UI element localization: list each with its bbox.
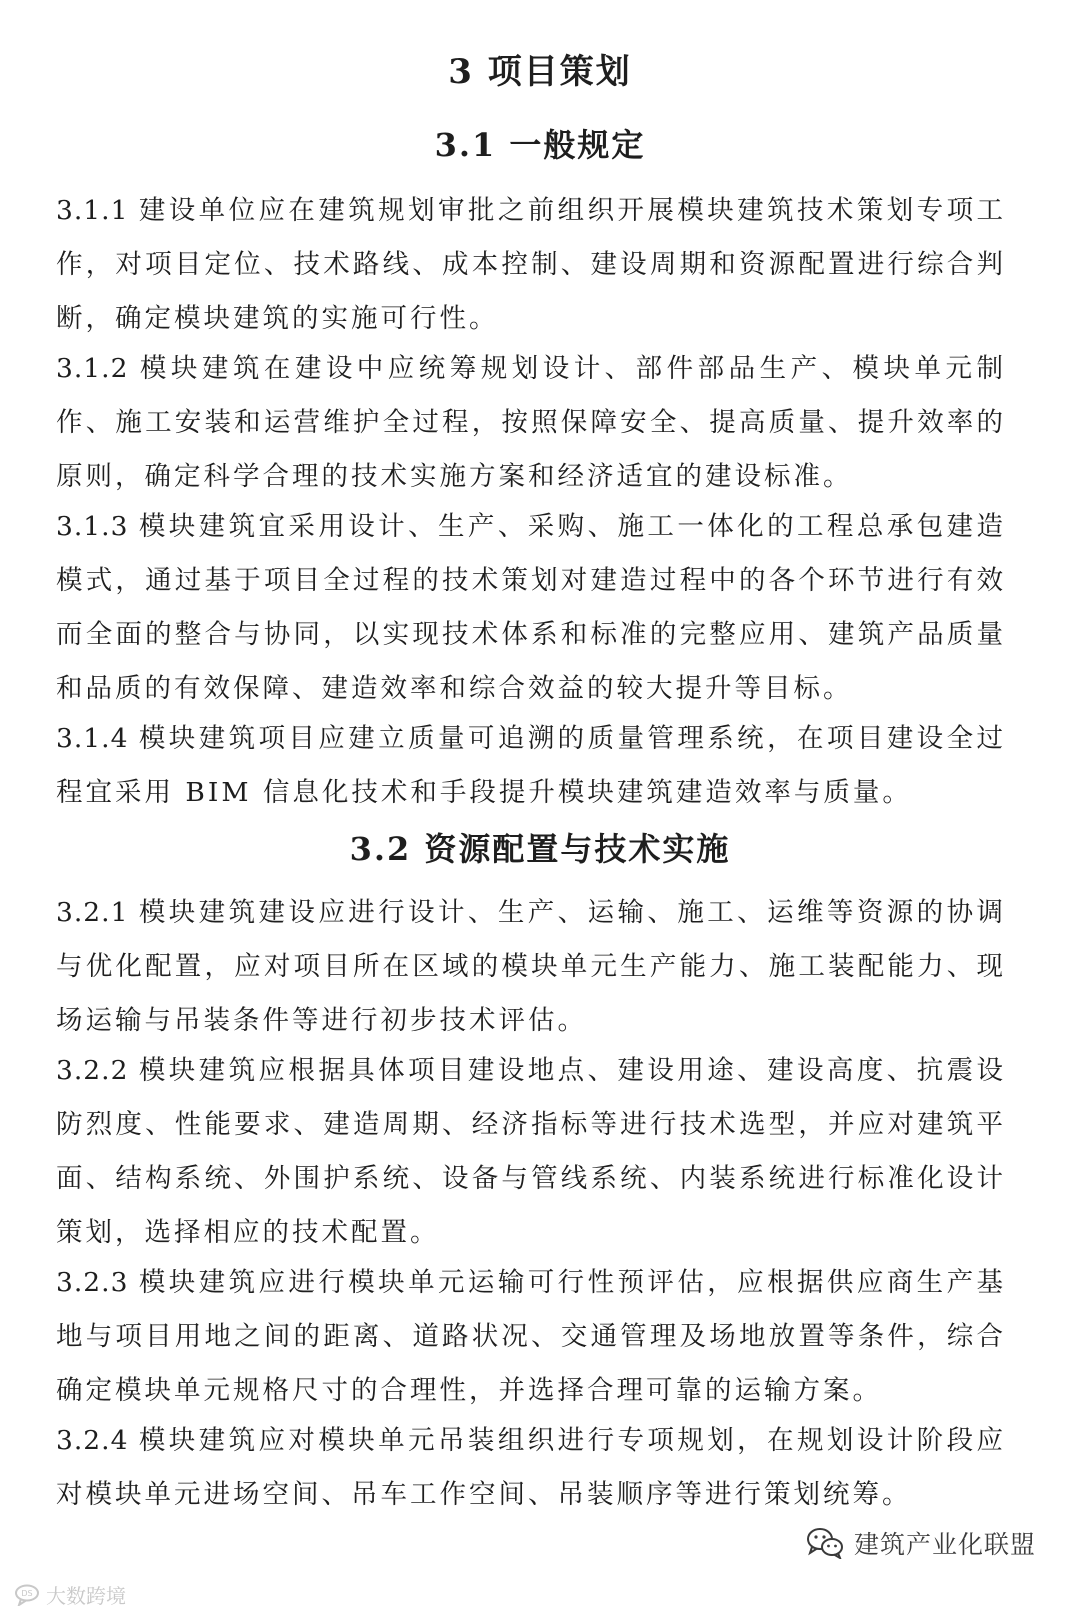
clause-number: 3.1.1 [56, 195, 129, 226]
wechat-account-name: 建筑产业化联盟 [853, 1530, 1036, 1559]
source-watermark-text: 大数跨境 [46, 1584, 126, 1608]
clause-text: 模块建筑应对模块单元吊装组织进行专项规划，在规划设计阶段应对模块单元进场空间、吊车工作空间、吊装顺序等进行策划统筹。 [56, 1425, 1006, 1510]
section-title: 3.2 资源配置与技术实施 [349, 830, 731, 868]
clause-number: 3.1.2 [56, 353, 129, 384]
clause-paragraph [56, 184, 1006, 346]
wechat-account-watermark [806, 1525, 1036, 1561]
clause-text: 模块建筑应进行模块单元运输可行性预评估，应根据供应商生产基地与项目用地之间的距离、道路状况、交通管理及场地放置等条件，综合确定模块单元规格尺寸的合理性，并选择合理可靠的运输方案。 [56, 1267, 1006, 1406]
clause-paragraph [56, 712, 1006, 820]
svg-text:DS: DS [21, 1588, 33, 1598]
clause-paragraph [56, 500, 1006, 716]
clause-paragraph [56, 1256, 1006, 1418]
clause-text: 模块建筑应根据具体项目建设地点、建设用途、建设高度、抗震设防烈度、性能要求、建造周期、经济指标等进行技术选型，并应对建筑平面、结构系统、外围护系统、设备与管线系统、内装系统进行标准化设计策划，选择相应的技术配置。 [56, 1055, 1006, 1248]
clause-paragraph [56, 1414, 1006, 1522]
source-watermark [14, 1580, 126, 1609]
clause-paragraph [56, 342, 1006, 504]
clause-number: 3.2.2 [56, 1055, 129, 1086]
clause-number: 3.1.4 [56, 723, 129, 754]
clause-number: 3.1.3 [56, 511, 129, 542]
chapter-title: 3 项目策划 [448, 52, 632, 92]
clause-number: 3.2.3 [56, 1267, 129, 1298]
clause-number: 3.2.4 [56, 1425, 129, 1456]
section-title: 3.1 一般规定 [434, 126, 646, 164]
clause-text: 模块建筑宜采用设计、生产、采购、施工一体化的工程总承包建造模式，通过基于项目全过程的技术策划对建造过程中的各个环节进行有效而全面的整合与协同，以实现技术体系和标准的完整应用、建筑产品质量和品质的有效保障、建造效率和综合效益的较大提升等目标。 [56, 511, 1006, 704]
wechat-icon [806, 1527, 844, 1559]
clause-text: 模块建筑项目应建立质量可追溯的质量管理系统，在项目建设全过程宜采用 BIM 信息化技术和手段提升模块建筑建造效率与质量。 [56, 723, 1006, 808]
clause-paragraph [56, 1044, 1006, 1260]
clause-number: 3.2.1 [56, 897, 129, 928]
clause-text: 模块建筑在建设中应统筹规划设计、部件部品生产、模块单元制作、施工安装和运营维护全过程，按照保障安全、提高质量、提升效率的原则，确定科学合理的技术实施方案和经济适宜的建设标准。 [56, 353, 1006, 492]
clause-text: 模块建筑建设应进行设计、生产、运输、施工、运维等资源的协调与优化配置，应对项目所在区域的模块单元生产能力、施工装配能力、现场运输与吊装条件等进行初步技术评估。 [56, 897, 1006, 1036]
speech-bubble-logo-icon [14, 1584, 40, 1606]
clause-text: 建设单位应在建筑规划审批之前组织开展模块建筑技术策划专项工作，对项目定位、技术路线、成本控制、建设周期和资源配置进行综合判断，确定模块建筑的实施可行性。 [56, 195, 1006, 334]
clause-paragraph [56, 886, 1006, 1048]
